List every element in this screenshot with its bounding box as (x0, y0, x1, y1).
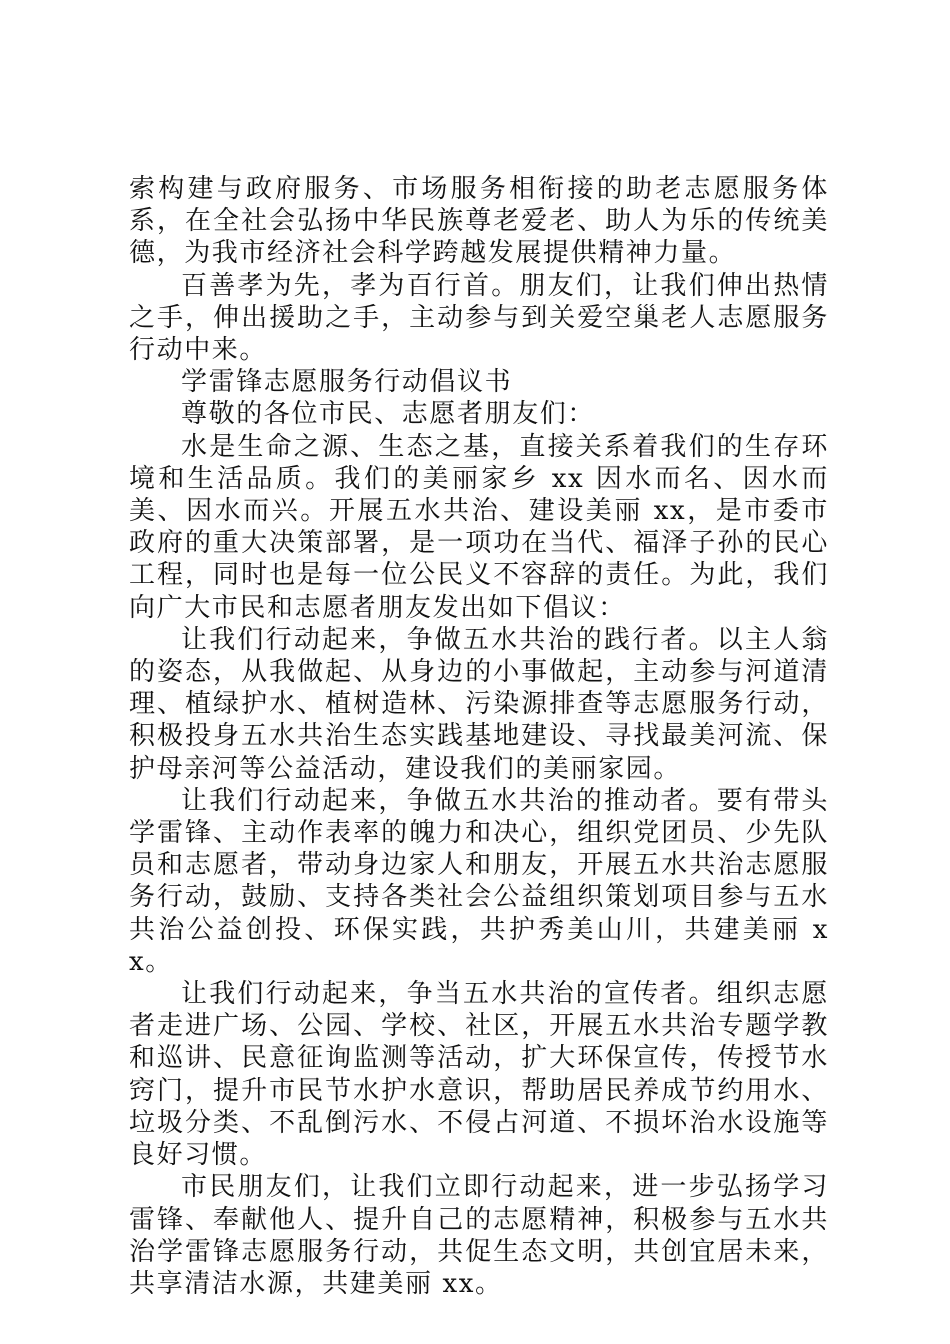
paragraph-continuation: 索构建与政府服务、市场服务相衔接的助老志愿服务体系，在全社会弘扬中华民族尊老爱老、助人为乐的传统美德，为我市经济社会科学跨越发展提供精神力量。 (129, 174, 829, 269)
document-body (129, 173, 829, 1300)
paragraph-point-practitioner: 让我们行动起来，争做五水共治的践行者。以主人翁的姿态，从我做起、从身边的小事做起，主动参与河道清理、植绿护水、植树造林、污染源排查等志愿服务行动，积极投身五水共治生态实践基地建设、寻找最美河流、保护母亲河等公益活动，建设我们的美丽家园。 (129, 624, 829, 784)
paragraph-final-call: 市民朋友们，让我们立即行动起来，进一步弘扬学习雷锋、奉献他人、提升自己的志愿精神，积极参与五水共治学雷锋志愿服务行动，共促生态文明，共创宜居未来，共享清洁水源，共建美丽 xx。 (129, 1172, 829, 1299)
proposal-title: 学雷锋志愿服务行动倡议书 (181, 367, 513, 398)
salutation: 尊敬的各位市民、志愿者朋友们： (181, 399, 596, 430)
paragraph-intro: 水是生命之源、生态之基，直接关系着我们的生存环境和生活品质。我们的美丽家乡 xx 因水而名、因水而美、因水而兴。开展五水共治、建设美丽 xx，是市委市政府的重大决策部署，是一项功在当代、福泽子孙的民心工程，同时也是每一位公民义不容辞的责任。为此，我们向广大市民和志愿者朋友发出如下倡议： (129, 431, 829, 623)
paragraph-point-publicist: 让我们行动起来，争当五水共治的宣传者。组织志愿者走进广场、公园、学校、社区，开展五水共治专题学教和巡讲、民意征询监测等活动，扩大环保宣传，传授节水窍门，提升市民节水护水意识，帮助居民养成节约用水、垃圾分类、不乱倒污水、不侵占河道、不损坏治水设施等良好习惯。 (129, 979, 829, 1171)
paragraph-point-promoter: 让我们行动起来，争做五水共治的推动者。要有带头学雷锋、主动作表率的魄力和决心，组织党团员、少先队员和志愿者，带动身边家人和朋友，开展五水共治志愿服务行动，鼓励、支持各类社会公益组织策划项目参与五水共治公益创投、环保实践，共护秀美山川，共建美丽 xx。 (129, 785, 829, 977)
paragraph-closing-appeal: 百善孝为先，孝为百行首。朋友们，让我们伸出热情之手，伸出援助之手，主动参与到关爱空巢老人志愿服务行动中来。 (129, 270, 829, 366)
